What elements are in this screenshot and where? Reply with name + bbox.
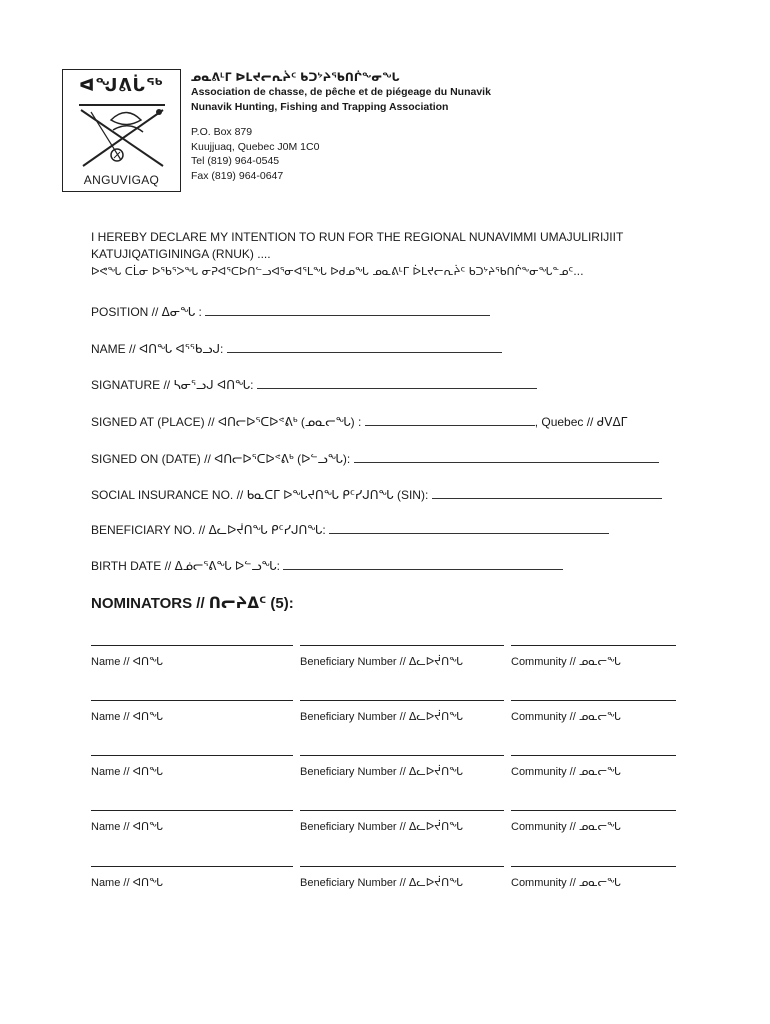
nominator-beneficiary-label: Beneficiary Number // ᐃᓚᐅᔫᑎᖓ	[300, 766, 463, 778]
nominator-name-line[interactable]	[91, 755, 293, 756]
birth-date-input-line[interactable]	[283, 558, 563, 570]
nominator-community-line[interactable]	[511, 645, 676, 646]
nominator-name-line[interactable]	[91, 700, 293, 701]
nominator-beneficiary-label: Beneficiary Number // ᐃᓚᐅᔫᑎᖓ	[300, 656, 463, 668]
position-input-line[interactable]	[205, 304, 490, 316]
name-input-line[interactable]	[227, 341, 502, 353]
signed-on-field	[91, 451, 659, 466]
nominator-name-line[interactable]	[91, 810, 293, 811]
field-label: POSITION // ᐃᓂᖓ :	[91, 305, 202, 319]
nominator-community-line[interactable]	[511, 810, 676, 811]
nominator-name-line[interactable]	[91, 645, 293, 646]
nominators-heading: NOMINATORS // ᑎᓕᔨᐃᑦ (5):	[91, 595, 294, 612]
crossed-tools-icon	[71, 100, 173, 170]
declaration-syllabics: ᐅᕙᖓ ᑕᒫᓂ ᐅᖃᕐᐳᖓ ᓂᕈᐊᕐᑕᐅᑎᓪᓗᐊᕐᓂᐊᕐᒪᖓ ᐅᑯᓄᖓ ᓄᓇᕕᒻᒥ ᐆᒪᔪᓕᕆᔩᑦ ᑲᑐᔾᔨᖃᑎᒌᖕᓂᖓᓐᓄᑦ...	[91, 265, 584, 278]
signed-at-input-line[interactable]	[365, 414, 535, 426]
logo-name: ANGUVIGAQ	[83, 173, 160, 187]
signed-at-field	[91, 414, 627, 429]
nominator-community-label: Community // ᓄᓇᓕᖓ	[511, 711, 621, 723]
beneficiary-input-line[interactable]	[329, 522, 609, 534]
address-line: Fax (819) 964-0647	[191, 169, 284, 182]
nominator-community-line[interactable]	[511, 755, 676, 756]
nominator-beneficiary-line[interactable]	[300, 810, 504, 811]
org-name-syllabics: ᓄᓇᕕᒻᒥ ᐅᒪᔪᓕᕆᔩᑦ ᑲᑐᔾᔨᖃᑎᒌᖕᓂᖓ	[191, 71, 400, 84]
field-label: BIRTH DATE // ᐃᓅᓕᕐᕕᖓ ᐅᓪᓗᖓ:	[91, 559, 280, 573]
declaration	[91, 229, 711, 280]
field-label: SIGNED AT (PLACE) // ᐊᑎᓕᐅᕐᑕᐅᕝᕕᒃ (ᓄᓇᓕᖓ) :	[91, 415, 362, 429]
nominator-beneficiary-label: Beneficiary Number // ᐃᓚᐅᔫᑎᖓ	[300, 877, 463, 889]
signed-at-suffix: , Quebec // ᑯᐯᐃᒥ	[534, 415, 628, 429]
nominator-beneficiary-line[interactable]	[300, 755, 504, 756]
name-field	[91, 341, 502, 356]
declaration-english: I HEREBY DECLARE MY INTENTION TO RUN FOR THE REGIONAL NUNAVIMMI UMAJULIRIJIIT KATUJIQATIGININGA (RNUK) ....	[91, 230, 624, 261]
nominator-name-label: Name // ᐊᑎᖓ	[91, 766, 163, 778]
field-label: SIGNED ON (DATE) // ᐊᑎᓕᐅᕐᑕᐅᕝᕕᒃ (ᐅᓪᓗᖓ):	[91, 452, 351, 466]
birth-date-field	[91, 558, 563, 573]
nominator-beneficiary-line[interactable]	[300, 700, 504, 701]
nominator-row	[91, 645, 681, 675]
nominator-name-label: Name // ᐊᑎᖓ	[91, 656, 163, 668]
logo-syllabics: ᐊᖑᕕᒑᖅ	[78, 76, 164, 96]
nominator-name-line[interactable]	[91, 866, 293, 867]
sin-input-line[interactable]	[432, 487, 662, 499]
field-label: NAME // ᐊᑎᖓ ᐊᕐᖃᓗᒍ:	[91, 342, 224, 356]
nominator-beneficiary-label: Beneficiary Number // ᐃᓚᐅᔫᑎᖓ	[300, 711, 463, 723]
signature-input-line[interactable]	[257, 377, 537, 389]
nominator-community-line[interactable]	[511, 866, 676, 867]
signed-on-input-line[interactable]	[354, 451, 659, 463]
signature-field	[91, 377, 537, 392]
nominator-beneficiary-label: Beneficiary Number // ᐃᓚᐅᔫᑎᖓ	[300, 821, 463, 833]
nominator-name-label: Name // ᐊᑎᖓ	[91, 877, 163, 889]
nominator-name-label: Name // ᐊᑎᖓ	[91, 711, 163, 723]
field-label: BENEFICIARY NO. // ᐃᓚᐅᔫᑎᖓ ᑭᑦᓯᒍᑎᖓ:	[91, 523, 326, 537]
org-name-english: Nunavik Hunting, Fishing and Trapping Association	[191, 101, 449, 113]
nominator-row	[91, 755, 681, 785]
nominator-beneficiary-line[interactable]	[300, 645, 504, 646]
nominator-community-label: Community // ᓄᓇᓕᖓ	[511, 656, 621, 668]
nominator-community-label: Community // ᓄᓇᓕᖓ	[511, 821, 621, 833]
address-line: Kuujjuaq, Quebec J0M 1C0	[191, 140, 320, 153]
organization-header	[191, 70, 491, 183]
nominator-row	[91, 810, 681, 840]
nominator-name-label: Name // ᐊᑎᖓ	[91, 821, 163, 833]
address-line: Tel (819) 964-0545	[191, 155, 280, 167]
nominator-row	[91, 700, 681, 730]
field-label: SOCIAL INSURANCE NO. // ᑲᓇᑕᒥ ᐅᖓᔪᑎᖓ ᑭᑦᓯᒍᑎᖓ (SIN):	[91, 488, 429, 502]
org-name-french: Association de chasse, de pêche et de piégeage du Nunavik	[191, 86, 491, 98]
org-address	[191, 125, 491, 183]
address-line: P.O. Box 879	[191, 126, 253, 138]
nominator-community-label: Community // ᓄᓇᓕᖓ	[511, 877, 621, 889]
sin-field	[91, 487, 662, 502]
association-logo	[62, 69, 181, 192]
nominator-community-label: Community // ᓄᓇᓕᖓ	[511, 766, 621, 778]
field-label: SIGNATURE // ᓴᓂᕐᓗᒍ ᐊᑎᖓ:	[91, 378, 254, 392]
position-field	[91, 304, 490, 319]
nominator-community-line[interactable]	[511, 700, 676, 701]
beneficiary-field	[91, 522, 609, 537]
nominator-beneficiary-line[interactable]	[300, 866, 504, 867]
nominator-row	[91, 866, 681, 896]
